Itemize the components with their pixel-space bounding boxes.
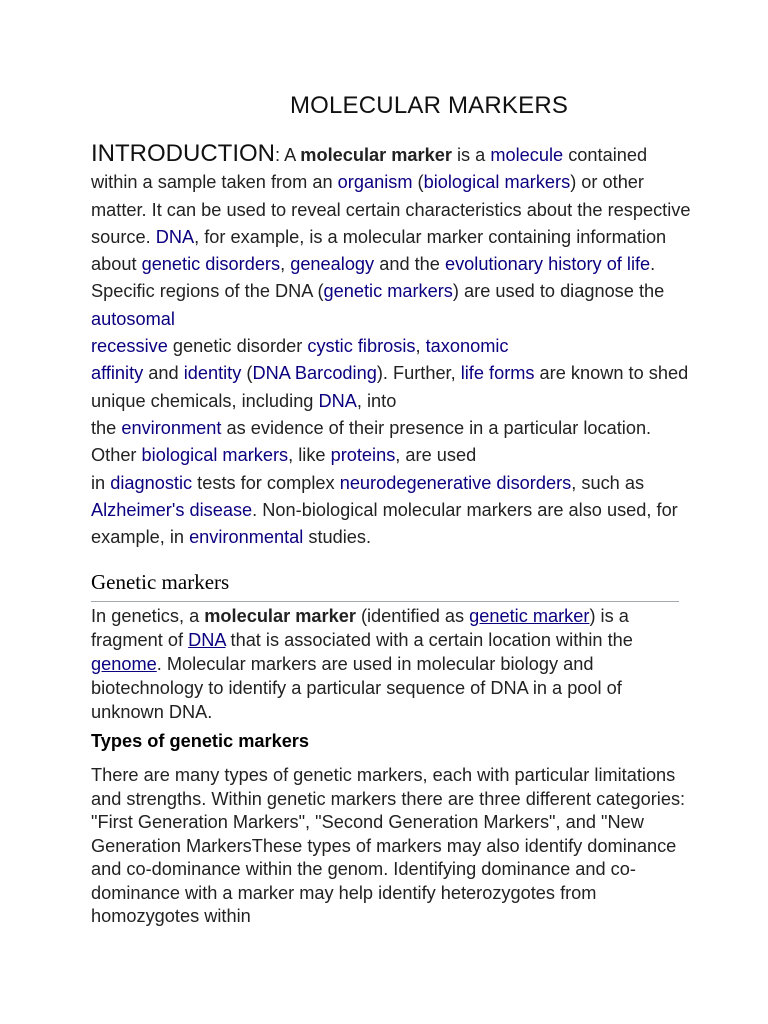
intro-text: , bbox=[280, 254, 291, 275]
intro-text: . Specific regions of the DNA ( bbox=[91, 254, 656, 302]
gen-text: . Molecular markers are used in molecular biology and biotechnology to identify a particular sequence of DNA in a pool of unknown DNA. bbox=[91, 654, 622, 722]
link-dna[interactable]: DNA bbox=[155, 226, 195, 247]
intro-text: and the bbox=[374, 254, 445, 275]
intro-text: , like bbox=[288, 445, 331, 466]
intro-lead-colon: : bbox=[274, 145, 281, 165]
intro-bold-term: molecular marker bbox=[300, 145, 452, 165]
link-genealogy[interactable]: genealogy bbox=[290, 254, 375, 275]
link-diagnostic[interactable]: diagnostic bbox=[110, 472, 193, 493]
types-paragraph: There are many types of genetic markers, each with particular limitations and strengths. Within genetic markers there are three different categories: "First Generation Markers", "Second Generation Markers", and "New Generation MarkersThese types of markers may also identify dominance and co-dominance within the genom. Identifying dominance and co-dominance with a marker may help identify heterozygotes from homozygotes within bbox=[91, 765, 686, 926]
link-genetic-disorders[interactable]: genetic disorders bbox=[141, 254, 281, 275]
link-organism[interactable]: organism bbox=[337, 172, 413, 193]
link-proteins[interactable]: proteins bbox=[330, 445, 396, 466]
link-evolutionary-history[interactable]: evolutionary history of life bbox=[444, 254, 651, 275]
intro-text: ( bbox=[241, 363, 253, 384]
gen-text: In genetics, a bbox=[91, 606, 205, 626]
intro-text: tests for complex bbox=[192, 472, 340, 493]
intro-text: as evidence of their presence in a particular location. Other bbox=[91, 417, 652, 466]
intro-text: are known to shed unique chemicals, including bbox=[91, 363, 689, 411]
link-neurodegenerative-disorders[interactable]: neurodegenerative disorders bbox=[339, 472, 572, 493]
intro-text: genetic disorder bbox=[167, 336, 308, 357]
intro-text: , for example, is a molecular marker containing information about bbox=[91, 226, 667, 275]
link-life-forms[interactable]: life forms bbox=[460, 363, 535, 384]
link-taxonomic[interactable]: taxonomic bbox=[425, 336, 509, 357]
link-biological-markers[interactable]: biological markers bbox=[423, 172, 571, 193]
link-alzheimers-disease[interactable]: Alzheimer's disease bbox=[91, 499, 253, 520]
genetic-markers-paragraph bbox=[91, 604, 686, 724]
intro-text: contained within a sample taken from an bbox=[91, 145, 648, 193]
intro-text: is a bbox=[451, 145, 491, 165]
link-environment[interactable]: environment bbox=[121, 417, 222, 438]
gen-text: ) is a fragment of bbox=[91, 606, 629, 650]
gen-text: that is associated with a certain location within the bbox=[225, 630, 633, 650]
intro-text: , are used bbox=[395, 445, 477, 466]
link-recessive[interactable]: recessive bbox=[91, 336, 168, 357]
link-genetic-markers[interactable]: genetic markers bbox=[323, 281, 453, 302]
intro-text: in bbox=[91, 472, 111, 493]
intro-text: A bbox=[280, 145, 301, 165]
page-title: MOLECULAR MARKERS bbox=[289, 92, 569, 119]
link-biological-markers-2[interactable]: biological markers bbox=[141, 445, 289, 466]
intro-text: studies. bbox=[303, 527, 372, 548]
link-autosomal[interactable]: autosomal bbox=[91, 308, 175, 329]
link-dna-2[interactable]: DNA bbox=[318, 390, 357, 411]
intro-text: ) or other matter. It can be used to reveal certain characteristics about the respective source. bbox=[91, 172, 691, 247]
link-affinity[interactable]: affinity bbox=[91, 363, 144, 384]
link-dna-genetics[interactable]: DNA bbox=[188, 630, 226, 650]
subsection-heading-types: Types of genetic markers bbox=[91, 731, 310, 751]
gen-bold-term: molecular marker bbox=[204, 606, 356, 626]
link-molecule[interactable]: molecule bbox=[490, 145, 564, 165]
link-genome[interactable]: genome bbox=[91, 654, 157, 674]
intro-text: ( bbox=[412, 172, 424, 193]
intro-text: ). Further, bbox=[376, 363, 461, 384]
gen-text: (identified as bbox=[355, 606, 470, 626]
link-cystic-fibrosis[interactable]: cystic fibrosis bbox=[307, 336, 416, 357]
link-dna-barcoding[interactable]: DNA Barcoding bbox=[252, 363, 377, 384]
intro-text: ) are used to diagnose the bbox=[452, 281, 665, 302]
intro-text: , into bbox=[356, 390, 397, 411]
intro-text: the bbox=[91, 417, 122, 438]
intro-lead: INTRODUCTION bbox=[91, 140, 275, 167]
introduction-paragraph bbox=[91, 140, 691, 551]
intro-text: , bbox=[415, 336, 426, 357]
section-heading-genetic-markers: Genetic markers bbox=[91, 570, 679, 602]
intro-text: , such as bbox=[571, 472, 645, 493]
link-identity[interactable]: identity bbox=[183, 363, 242, 384]
link-environmental[interactable]: environmental bbox=[189, 527, 304, 548]
intro-text: . Non-biological molecular markers are also used, for example, in bbox=[91, 499, 678, 548]
link-genetic-marker[interactable]: genetic marker bbox=[469, 606, 590, 626]
intro-text: and bbox=[143, 363, 184, 384]
